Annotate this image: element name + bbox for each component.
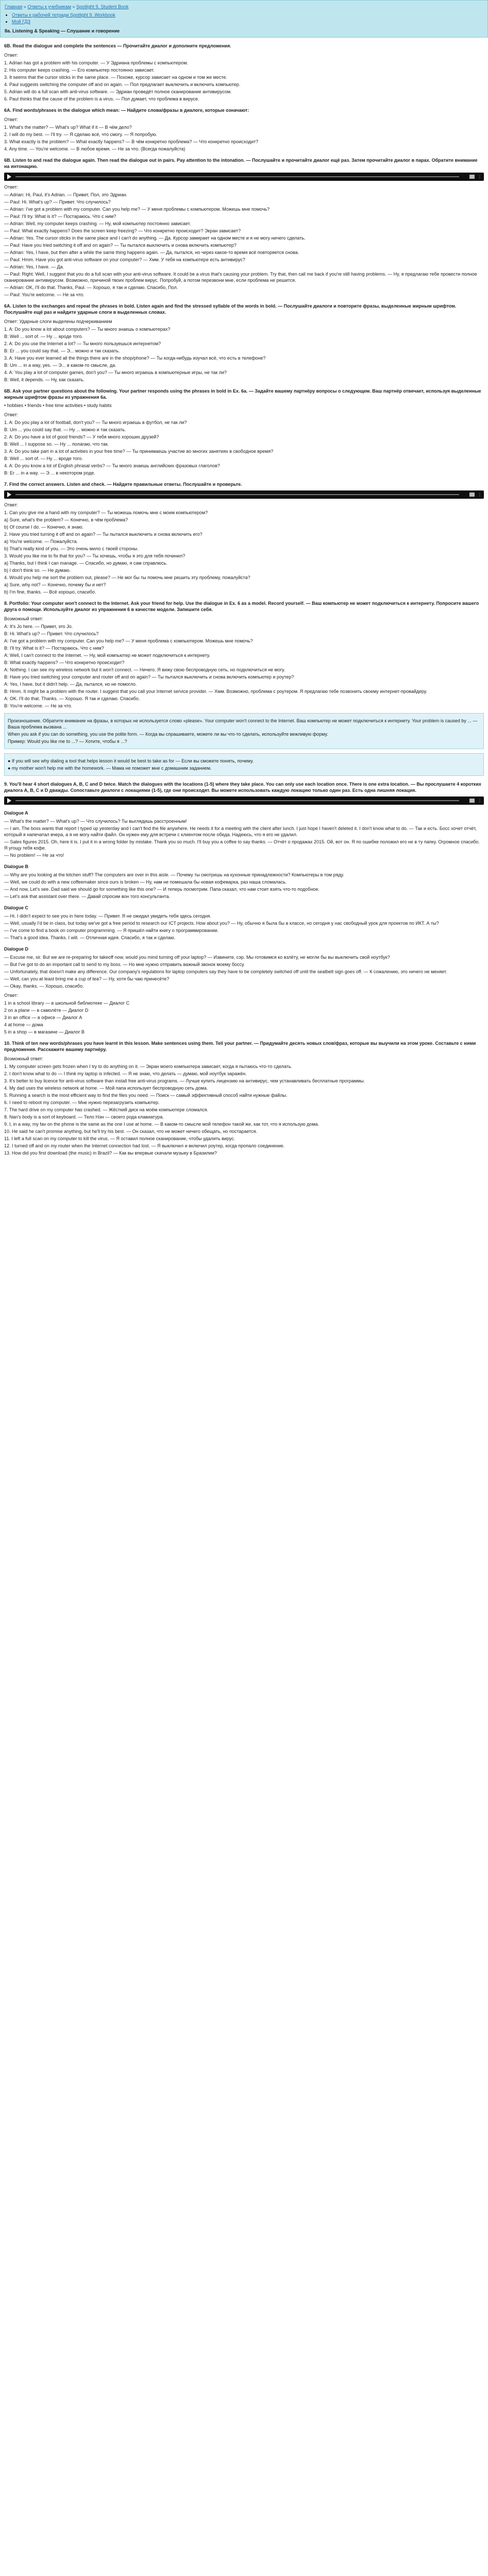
answer-line: A: Well, I can't connect to the Internet. — Ну, мой компьютер не может подключиться к интернету.: [4, 653, 210, 658]
answer-line: 2. Have you tried turning it off and on again? — Ты пытался выключить и снова включить его?: [4, 532, 203, 537]
answer-line: B: You're welcome. — Не за что.: [4, 703, 73, 708]
breadcrumb-book[interactable]: Spotlight 9. Student Book: [76, 4, 129, 9]
answer-line: 4. A: Do you know a lot of English phrasal verbs? — Ты много знаешь английских фразовых глаголов?: [4, 463, 220, 468]
answer-label: Ответ:: [4, 117, 19, 122]
breadcrumb-bar: [0, 0, 488, 38]
dialog-line: — I am. The boss wants that report I typed up yesterday and I can't find the file anywhere. He needs it for a meeting with the client after lunch. I just hope I haven't deleted it. I don't know what to do. — Так и есть. Босс хочет отчёт, который я напечатал вчера, а я не могу найти файл. Он нужен ему для встречи с клиентом после обеда. Надеюсь, что я его не удалил.: [4, 826, 477, 837]
answer-line: a) Sure, why not? — Конечно, почему бы и нет?: [4, 582, 106, 587]
answer-line: 3. A: Do you take part in a lot of activities in your free time? — Ты принимаешь участие во многих занятиях в свободное время?: [4, 449, 274, 454]
more-options-icon[interactable]: ⋮: [478, 493, 482, 497]
answer-line: 10. He said he can't promise anything, but he'll try his best. — Он сказал, что не может ничего обещать, но постарается.: [4, 1129, 257, 1134]
dialogue-heading: Dialogue D: [4, 946, 29, 952]
dialogue-b: [4, 863, 484, 900]
dialog-line: — Adrian: Well, my computer keeps crashing. — Ну, мой компьютер постоянно зависает.: [4, 221, 191, 226]
answer-line: B: Well, it depends. — Ну, как сказать.: [4, 377, 85, 382]
dialogue-c: [4, 905, 484, 941]
answer-line: 4. A: You play a lot of computer games, don't you? — Ты много играешь в компьютерные игры, не так ли?: [4, 370, 227, 375]
breadcrumb-sep: »: [72, 4, 75, 9]
answer-line: B: Well ... sort of. — Ну ... вроде того.: [4, 334, 83, 339]
dialog-line: — Unfortunately, that doesn't make any difference. Our company's regulations for laptop computers say they have to be completely switched off until the seatbelt sign goes off. — К сожалению, это ничего не меняет.: [4, 969, 447, 974]
answer-label: Ответ:: [4, 53, 19, 58]
answer-label: Ответ:: [4, 412, 19, 417]
answer-line: 6. Paul thinks that the cause of the problem is a virus. — Пол думает, что проблема в вирусе.: [4, 96, 199, 101]
answer-line: B: Er ... you could say that. — Э... можно и так сказать.: [4, 348, 120, 353]
answer-line: 5. Adrian will do a full scan with anti-virus software. — Эдриан проведёт полное сканирование антивирусом.: [4, 89, 232, 94]
answer-line: 1. A: Do you play a lot of football, don't you? — Ты много играешь в футбол, не так ли?: [4, 420, 187, 425]
dialog-line: — And now, Let's see. Dad said we should go for something like this one? — И теперь посмотрим. Папа сказал, что нам стоит взять что-то подобное.: [4, 887, 319, 892]
dialog-line: — What's the matter? — What's up? — Что случилось? Ты выглядишь расстроенным!: [4, 819, 187, 824]
answer-line: A: Nothing. I can see my wireless network but it won't connect. — Ничего. Я вижу свою беспроводную сеть, но подключиться не могу.: [4, 667, 285, 672]
dialog-line: — Adrian: OK, I'll do that. Thanks, Paul. — Хорошо, я так и сделаю. Спасибо, Пол.: [4, 285, 178, 290]
answer-line: 2. I don't know what to do — I think my laptop is infected. — Я не знаю, что делать — думаю, мой ноутбук заражён.: [4, 1071, 247, 1076]
audio-progress-track[interactable]: [15, 800, 459, 801]
dialog-line: — Excuse me, sir. But we are re-preparing for takeoff now, would you mind turning off your laptop? — Извините, сэр. Мы готовимся ко взлёту, не могли бы вы выключить свой ноутбук?: [4, 955, 390, 960]
breadcrumb: [5, 4, 483, 10]
answer-line: 4 at home — дома: [4, 1022, 43, 1027]
answer-line: a) You're welcome. — Пожалуйста.: [4, 539, 78, 544]
answer-line: B: Um ... in a way, yes. — Э... в каком-то смысле, да.: [4, 363, 116, 368]
answer-label: Ответ:: [4, 502, 19, 507]
task-heading: 10. Think of ten new words/phrases you have learnt in this lesson. Make sentences using them. Tell your partner. — Придумайте десять новых слов/фраз, которые вы выучили на этом уроке. Составьте с ними предложения. Расскажите вашему партнёру.: [4, 1041, 476, 1052]
dialog-line: — Sales figures 2015. Oh, here it is. I put it in a wrong folder by mistake. Thank you so much. I'll buy you a coffee to say thanks. — Отчёт о продажах 2015. Ой, вот он. Я по ошибке положил его не в ту папку. Огромное спасибо. Я угощу тебя кофе.: [4, 839, 480, 851]
dialogue-heading: Dialogue C: [4, 905, 29, 910]
dialog-line: — Adrian: Hi, Paul, it's Adrian. — Привет, Пол, это Эдриан.: [4, 192, 128, 197]
answer-line: 3. A: Have you ever learned all the things there are in the shop/phone? — Ты когда-нибудь изучал всё, что есть в телефоне?: [4, 355, 266, 361]
answer-line: B: Er ... in a way. — Э ... в некотором роде.: [4, 470, 95, 476]
topics-list: • hobbies • friends • free time activities • study habits: [4, 403, 112, 408]
play-icon[interactable]: [7, 492, 11, 497]
audio-player[interactable]: [4, 173, 484, 181]
dialog-line: — Paul: Hmm. Have you got anti-virus software on your computer? — Хмм. У тебя на компьютере есть антивирус?: [4, 257, 245, 262]
answer-line: b) I'm fine, thanks. — Всё хорошо, спасибо.: [4, 589, 96, 595]
dialog-line: — But I've got to do an important call to send to my boss. — Но мне нужно отправить важный звонок моему боссу.: [4, 962, 245, 967]
answer-line: B: Well ... sort of. — Ну ... вроде того.: [4, 456, 83, 461]
dialog-line: — No problem! — Не за что!: [4, 853, 64, 858]
dialog-line: — Let's ask that assistant over there. — Давай спросим вон того консультанта.: [4, 894, 171, 899]
answer-line: 2. A: Do you have a lot of good friends? — У тебя много хороших друзей?: [4, 434, 159, 439]
answer-line: 4. Would you help me sort the problem out, please? — Не мог бы ты помочь мне решить эту проблему, пожалуйста?: [4, 575, 250, 580]
answer-line: 8. Nan's body is a sort of keyboard. — Тело Нэн — своего рода клавиатура.: [4, 1114, 164, 1120]
footer-space: [4, 1157, 484, 1178]
answer-label: Ответ: Ударные слоги выделены подчеркиванием: [4, 319, 112, 324]
answer-line: 1 in a school library — в школьной библиотеке — Диалог C: [4, 1001, 130, 1006]
breadcrumb-sep: »: [23, 4, 26, 9]
dialog-line: — Paul: I'll try. What is it? — Постараюсь. Что с ним?: [4, 214, 116, 219]
audio-progress-track[interactable]: [15, 176, 459, 177]
page-title: 8a. Listening & Speaking — Слушание и говорение: [5, 28, 120, 33]
dialog-line: — Paul: Have you tried switching it off and on again? — Ты пытался выключить и снова включить компьютер?: [4, 243, 237, 248]
answer-line: B: I'll try. What is it? — Постараюсь. Что с ним?: [4, 646, 104, 651]
info-note: [4, 713, 484, 749]
answer-line: B: What exactly happens? — Что конкретно происходит?: [4, 660, 125, 665]
audio-player[interactable]: [4, 796, 484, 805]
answer-list: [4, 60, 484, 102]
answer-line: b) I don't think so. — Не думаю.: [4, 568, 71, 573]
answer-line: 3 in an office — в офисе — Диалог A: [4, 1015, 82, 1020]
answer-line: b) That's really kind of you. — Это очень мило с твоей стороны.: [4, 546, 139, 551]
answer-line: B: Have you tried switching your computer and router off and on again? — Ты пытался выключить и снова включить компьютер и роутер?: [4, 674, 294, 680]
answer-line: 3. It seems that the cursor sticks in the same place. — Похоже, курсор зависает на одном и том же месте.: [4, 75, 227, 80]
answer-line: B: Well ... I suppose so. — Ну ... полагаю, что так.: [4, 442, 109, 447]
volume-icon[interactable]: [469, 799, 475, 803]
answer-label: Возможный ответ:: [4, 1056, 44, 1061]
answer-line: 4. Paul suggests switching the computer off and on again. — Пол предлагает выключить и включить компьютер.: [4, 82, 241, 87]
note-text: ● my mother won't help me with the homework. — Мама не поможет мне с домашним заданием.: [8, 766, 212, 771]
answer-line: B: Hi. What's up? — Привет. Что случилось?: [4, 631, 99, 636]
dialogue-d: [4, 946, 484, 989]
answer-line: 6. I need to reboot my computer. — Мне нужно перезагрузить компьютер.: [4, 1100, 160, 1105]
answer-line: b) Of course I do. — Конечно, я знаю.: [4, 524, 83, 530]
answer-line: 11. I left a full scan on my computer to kill the virus. — Я оставил полное сканирование, чтобы удалить вирус.: [4, 1136, 235, 1141]
dialog-line: — Adrian: Yes, I have. — Да.: [4, 264, 64, 269]
dialog-line: — Paul: Right. Well, I suggest that you do a full scan with your anti-virus software. It could be a virus that's causing your problem. Try that, then call me back if you're still having problems. — Ну, я предлагаю тебе провести полное сканирование антивирусом. Возможно, причиной твоих проблем вирус. Попробуй, а потом перезвони мне, если проблема не решится.: [4, 272, 477, 283]
dialog-line: — Well, we could do with a new coffeemaker since ours is broken — Ну, нам не помешала бы новая кофеварка, раз наша сломалась.: [4, 879, 287, 885]
answer-line: A: I've got a problem with my computer. Can you help me? — У меня проблема с компьютером. Можешь мне помочь?: [4, 638, 253, 643]
workbook-link[interactable]: Ответы к рабочей тетради Spotlight 9. Workbook: [12, 12, 115, 18]
dialog-line: — Why are you looking at the kitchen stuff? The computers are over in this aisle. — Почему ты смотришь на кухонные принадлежности? Компьютеры в том ряду.: [4, 872, 344, 877]
note-text: ● If you will see why dialing a tool that helps lesson it would be best to take as for — Если вы сможете понять, почему.: [8, 758, 254, 764]
answer-line: 13. How did you first download (the music) in Brazil? — Как вы впервые скачали музыку в Бразилии?: [4, 1150, 217, 1156]
more-options-icon[interactable]: ⋮: [478, 175, 482, 179]
answer-line: 1. What's the matter? — What's up? What if it — В чём дело?: [4, 125, 132, 130]
more-options-icon[interactable]: ⋮: [478, 799, 482, 803]
dialogue-heading: Dialogue A: [4, 810, 28, 816]
play-icon[interactable]: [7, 798, 11, 803]
related-links: [12, 12, 483, 25]
answer-line: 1. Can you give me a hand with my computer? — Ты можешь помочь мне с моим компьютером?: [4, 510, 208, 515]
task-heading: 6B. Ask your partner questions about the following. Your partner responds using the phrases in bold in Ex. 6a. — Задайте вашему партнёру вопросы о следующем. Ваш партнёр отвечает, используя выделенные жирным шрифтом фразы из упражнения 6a.: [4, 388, 481, 400]
answer-line: 1. A: Do you know a lot about computers? — Ты много знаешь о компьютерах?: [4, 327, 171, 332]
answer-line: 2. A: Do you use the Internet a lot? — Ты много пользуешься интернетом?: [4, 341, 161, 346]
dialog-line: — Paul: Hi. What's up? — Привет. Что случилось?: [4, 199, 111, 205]
answer-line: B: Hmm. It might be a problem with the router. I suggest that you call your Internet service provider. — Хмм. Возможно, проблема с роутером. Я предлагаю тебе позвонить своему интернет-провайдеру.: [4, 689, 427, 694]
dialog-line: — Adrian: I've got a problem with my computer. Can you help me? — У меня проблемы с компьютером. Можешь мне помочь?: [4, 207, 270, 212]
answer-line: 3. It's better to buy licence for anti-virus software than install free anti-virus programs. — Лучше купить лицензию на антивирус, чем устанавливать бесплатные программы.: [4, 1078, 365, 1083]
answer-line: 7. The hard drive on my computer has crashed. — Жёсткий диск на моём компьютере сломался.: [4, 1107, 208, 1112]
dialog-line: — Adrian: Yes. The cursor sticks in the same place and I can't do anything. — Да. Курсор замирает на одном месте и я не могу ничего сделать.: [4, 235, 306, 241]
audio-player[interactable]: [4, 490, 484, 499]
answer-line: 4. My dad uses the wireless network at home. — Мой папа использует беспроводную сеть дома.: [4, 1086, 208, 1091]
answer-line: 2. His computer keeps crashing. — Его компьютер постоянно зависает.: [4, 67, 155, 73]
dialog-line: — I've come to find a book on computer programming. — Я пришёл найти книгу о программировании.: [4, 928, 218, 933]
task-heading: 6A. Find words/phrases in the dialogue which mean: — Найдите слова/фразы в диалоге, которые означают:: [4, 108, 249, 113]
dialog-line: — Paul: You're welcome. — Не за что.: [4, 292, 85, 297]
answer-line: 9. I, in a way, my fav on the phone is the same as the one I use at home. — В каком-то смысле мой телефон такой же, как тот, что я использую дома.: [4, 1122, 319, 1127]
answer-line: 3. Would you like me to fix that for you? — Ты хочешь, чтобы я это для тебя починил?: [4, 553, 186, 558]
breadcrumb-home[interactable]: Главная: [5, 4, 23, 9]
volume-icon[interactable]: [469, 493, 475, 497]
task-heading: 6B. Listen to and read the dialogue again. Then read the dialogue out in pairs. Pay attention to the intonation. — Послушайте и прочитайте диалог ещё раз. Затем прочитайте диалог в парах. Обратите внимание на интонацию.: [4, 158, 478, 169]
task-heading: 9. You'll hear 4 short dialogues A, B, C and D twice. Match the dialogues with the locations (1-5) where they take place. You can only use each location once. There is one extra location. — Вы прослушаете 4 коротких диалога A, B, C и D дважды. Сопоставьте диалоги с локациями (1-5), где они происходят. Вы можете использовать каждую локацию только один раз. Есть одна лишняя локация.: [4, 782, 481, 793]
task-heading: 6B. Read the dialogue and complete the sentences — Прочитайте диалог и дополните предложения.: [4, 43, 231, 48]
task-heading: 7. Find the correct answers. Listen and check. — Найдите правильные ответы. Послушайте и проверьте.: [4, 482, 242, 487]
content: [0, 43, 488, 1178]
dialog-line: — Paul: What exactly happens? Does the screen keep freezing? — Что конкретно происходит? Экран зависает?: [4, 228, 241, 233]
answer-line: A: Yes, I have, but it didn't help. — Да, пытался, но не помогло.: [4, 682, 137, 687]
note-text: Произношение. Обратите внимание на фразы, в которых не используется слово «please». Your computer won't connect to the Internet. Ваш компьютер не может подключиться к интернету. Your problem is caused by ... — Ваша проблема вызвана ...: [8, 718, 478, 730]
answer-line: a) Sure, what's the problem? — Конечно, в чём проблема?: [4, 517, 128, 522]
dialog-line: — Hi. I didn't expect to see you in here today. — Привет. Я не ожидал увидеть тебя здесь сегодня.: [4, 913, 211, 919]
volume-icon[interactable]: [469, 175, 475, 179]
answer-label: Возможный ответ:: [4, 616, 44, 621]
answer-line: 4. Any time. — You're welcome. — В любое время. — Не за что. (Всегда пожалуйста): [4, 146, 186, 151]
dialog-line: — Well, usually I'd be in class, but today we've got a free period to research our ICT projects. How about you? — Ну, обычно я была бы в классе, но сегодня у нас свободный урок для проектов по ИКТ. А ты?: [4, 921, 439, 926]
answer-line: 1. Adrian has got a problem with his computer. — У Эдриана проблемы с компьютером.: [4, 60, 188, 65]
answer-line: A: It's Jo here. — Привет, это Jo.: [4, 624, 73, 629]
breadcrumb-answers[interactable]: Ответы к учебникам: [27, 4, 71, 9]
answer-line: B: Um ... you could say that. — Ну ... можно и так сказать.: [4, 427, 126, 432]
play-icon[interactable]: [7, 174, 11, 179]
answer-line: 12. I turned off and on my router when the Internet connection had lost. — Я выключил и включил роутер, когда пропало соединение.: [4, 1143, 285, 1148]
task-heading: 8. Portfolio: Your computer won't connect to the Internet. Ask your friend for help. Use the dialogue in Ex. 6 as a model. Record yourself. — Ваш компьютер не может подключиться к интернету. Попросите вашего друга о помощи. Используйте диалог из упражнения 6 в качестве модели. Запишите себя.: [4, 601, 479, 612]
answer-line: 5. Running a search is the most efficient way to find the files you need. — Поиск — самый эффективный способ найти нужные файлы.: [4, 1093, 288, 1098]
answer-line: A: OK. I'll do that. Thanks. — Хорошо. Я так и сделаю. Спасибо.: [4, 696, 140, 701]
answer-label: Ответ:: [4, 184, 19, 190]
answer-line: 2. I will do my best. — I'll try. — Я сделаю всё, что смогу. — Я попробую.: [4, 132, 157, 137]
dialog-line: — Adrian: Yes, I have, but then after a while the same thing happens again. — Да, пытался, но через какое-то время всё повторяется снова.: [4, 250, 299, 255]
answer-label: Ответ:: [4, 993, 19, 998]
answer-line: 1. My computer screen gets frozen when I try to do anything on it. — Экран моего компьютера зависает, когда я пытаюсь что-то сделать.: [4, 1064, 292, 1069]
answer-line: 5 in a shop — в магазине — Диалог B: [4, 1029, 85, 1035]
dialog-line: — Well, can you at least bring me a cup of tea? — Ну, хотя бы чаю принесёте?: [4, 976, 170, 981]
audio-progress-track[interactable]: [15, 494, 459, 495]
note-text: Пример: Would you like me to ...? — Хотите, чтобы я ...?: [8, 739, 127, 744]
task-heading: 6A. Listen to the exchanges and repeat the phrases in bold. Listen again and find the stressed syllable of the words in bold. — Послушайте диалоги и повторите фразы, выделенные жирным шрифтом. Послушайте ещё раз и найдите ударные слоги в выделенных словах.: [4, 303, 457, 315]
answer-line: 2 on a plane — в самолёте — Диалог D: [4, 1008, 89, 1013]
note-text: When you ask if you can do something, you use the polite form. — Когда вы спрашиваете, можете ли вы что-то сделать, используйте вежливую форму.: [8, 732, 328, 737]
info-note: [4, 753, 484, 776]
answer-line: a) Thanks, but I think I can manage. — Спасибо, но думаю, я сам справлюсь.: [4, 561, 167, 566]
answer-line: 3. What exactly is the problem? — What exactly happens? — В чём конкретно проблема? — Что конкретно происходит?: [4, 139, 259, 144]
my-gdz-link[interactable]: Мой ГДЗ: [12, 19, 30, 24]
dialog-line: — That's a good idea. Thanks. I will. — Отличная идея. Спасибо, я так и сделаю.: [4, 935, 176, 940]
dialogue-a: [4, 810, 484, 858]
dialogue-heading: Dialogue B: [4, 864, 29, 869]
dialog-line: — Okay, thanks. — Хорошо, спасибо.: [4, 984, 84, 989]
